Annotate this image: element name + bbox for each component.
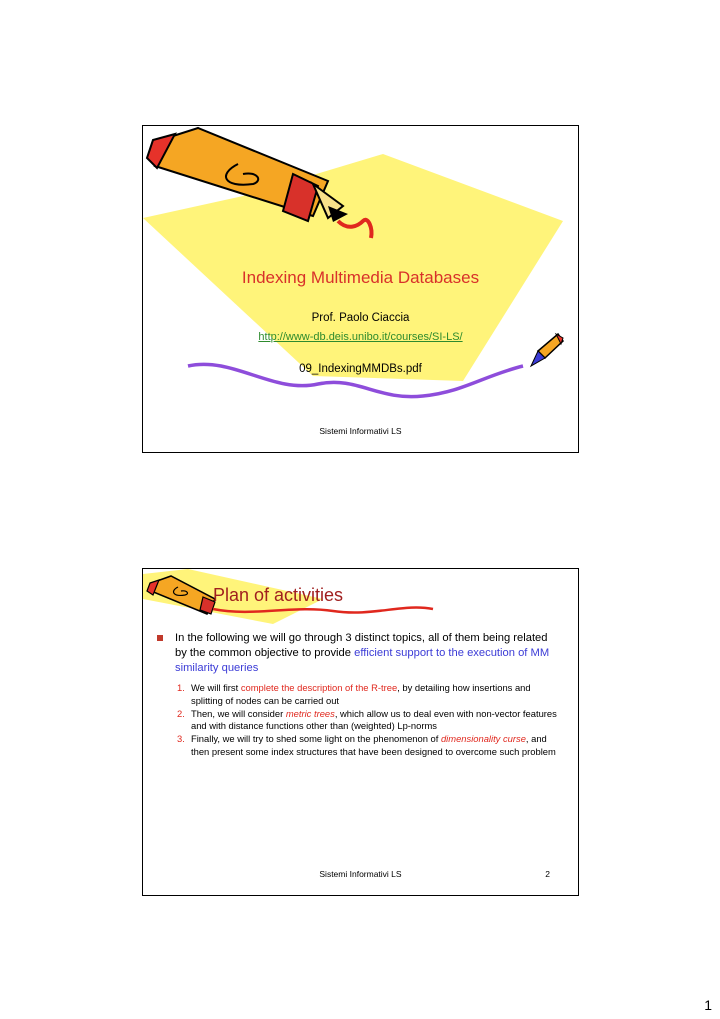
slide-1: [142, 125, 579, 453]
list-item-highlight: metric trees: [285, 707, 335, 719]
list-item-number: 1.: [177, 682, 185, 693]
list-item-text: Finally, we will try to shed some light on the phenomenon of: [191, 733, 441, 744]
list-item: [177, 708, 557, 733]
main-bullet: [157, 631, 557, 676]
bullet-icon: [157, 635, 163, 641]
slide2-decoration: [143, 569, 578, 629]
bullet-text: In the following we will go through 3 distinct topics, all of them being related by the common objective to provide: [175, 632, 548, 659]
numbered-list: [177, 682, 557, 759]
slide2-page-number: 2: [545, 869, 550, 879]
slide1-filename: 09_IndexingMMDBs.pdf: [299, 363, 422, 375]
list-item-number: 3.: [177, 733, 185, 744]
slide1-decoration: [143, 126, 578, 452]
slide1-footer: Sistemi Informativi LS: [319, 426, 402, 436]
list-item-text: , and then present some index structures that have been designed to overcome such problem: [191, 733, 556, 757]
page-number: 1: [704, 997, 712, 1013]
list-item-text: We will first: [191, 682, 241, 693]
bullet-highlight: efficient support to the execution of MM similarity queries: [175, 647, 550, 674]
list-item: [177, 733, 557, 758]
slide2-title: Plan of activities: [213, 585, 344, 605]
list-item-number: 2.: [177, 707, 185, 719]
slide1-title: Indexing Multimedia Databases: [241, 268, 480, 287]
list-item-highlight: complete the description of the R-tree: [240, 682, 398, 693]
list-item: [177, 682, 557, 707]
slide-2: [142, 568, 579, 896]
list-item-text: Then, we will consider: [191, 707, 286, 719]
list-item-text: , which allow us to deal even with non-vector features and with distance functions other than (weighted) Lp-norms: [191, 707, 557, 731]
slide2-footer: Sistemi Informativi LS: [319, 869, 402, 879]
slide1-author: Prof. Paolo Ciaccia: [311, 312, 410, 324]
list-item-text: , by detailing how insertions and splitting of nodes can be carried out: [191, 682, 531, 706]
course-url-link[interactable]: http://www-db.deis.unibo.it/courses/SI-LS/: [258, 331, 463, 343]
list-item-highlight: dimensionality curse: [440, 733, 526, 744]
